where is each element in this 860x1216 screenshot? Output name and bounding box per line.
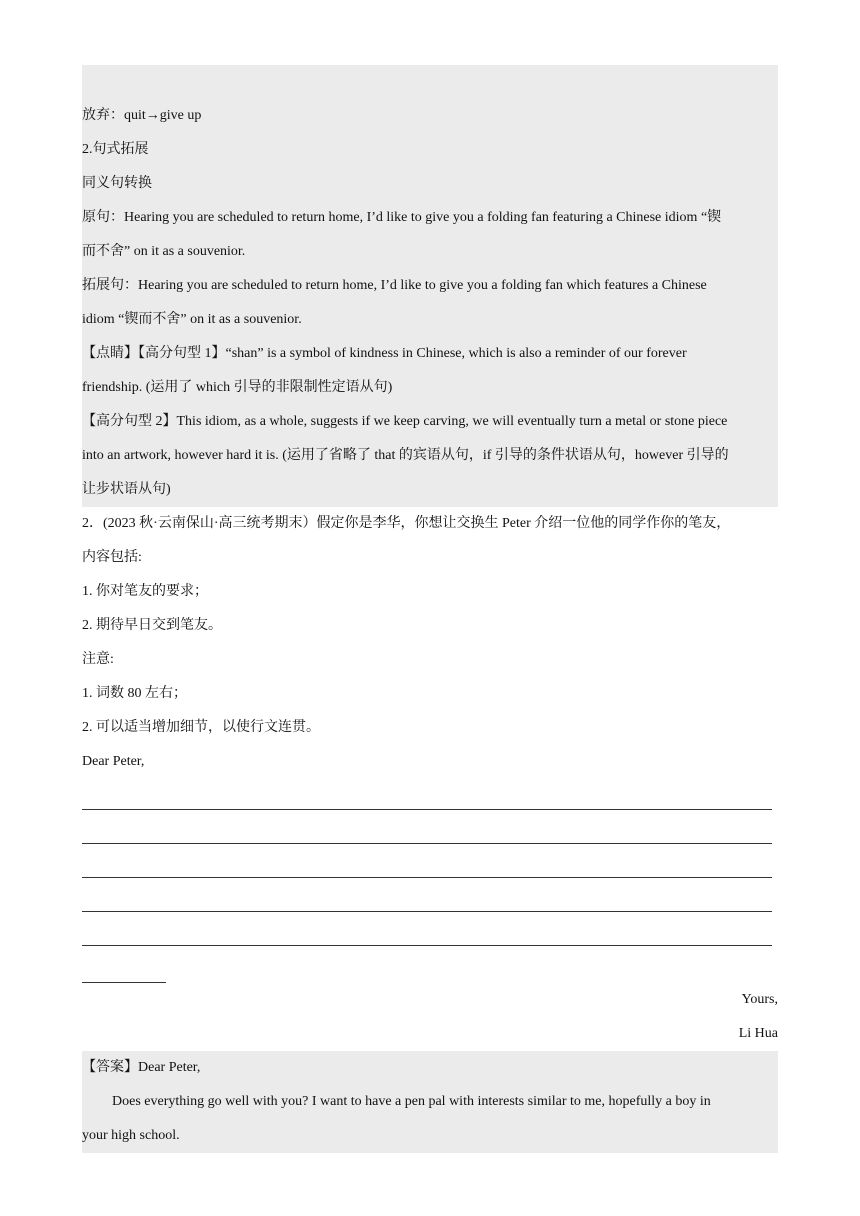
word-line: 放弃：quit→give up <box>82 108 202 123</box>
note-title: 注意: <box>82 652 114 667</box>
tip1-line-2: friendship. (运用了 which 引导的非限制性定语从句) <box>82 380 393 395</box>
writing-line[interactable] <box>82 881 778 915</box>
question-prompt-line-2: 内容包括: <box>82 550 142 565</box>
tip2-line-1: 【高分句型 2】This idiom, as a whole, suggests if we keep carving, we will eventually turn a metal or stone piece <box>82 414 728 429</box>
tip2-line-2: into an artwork, however hard it is. (运用了省略了 that 的宾语从句，if 引导的条件状语从句，however 引导的 <box>82 448 729 463</box>
document-page <box>82 65 778 1153</box>
answer-label-line: 【答案】Dear Peter, <box>82 1060 201 1075</box>
original-sentence-line-1: 原句：Hearing you are scheduled to return home, I’d like to give you a folding fan featuring a Chinese idiom “锲 <box>82 210 722 225</box>
question-prompt-line-1: 2．(2023 秋·云南保山·高三统考期末）假定你是李华，你想让交换生 Peter 介绍一位他的同学作你的笔友， <box>82 516 731 531</box>
signature: Li Hua <box>738 1026 778 1041</box>
tip2-line-3: 让步状语从句) <box>82 482 171 497</box>
expanded-sentence-line-1: 拓展句：Hearing you are scheduled to return home, I’d like to give you a folding fan which features a Chinese <box>82 278 707 293</box>
question-section <box>82 507 778 1051</box>
answer-paragraph-line-2: your high school. <box>82 1128 180 1143</box>
salutation: Dear Peter, <box>82 754 145 769</box>
expanded-sentence-line-2: idiom “锲而不舍” on it as a souvenior. <box>82 312 302 327</box>
section-subheading: 同义句转换 <box>82 176 152 191</box>
answer-paragraph-line-1: Does everything go well with you? I want to have a pen pal with interests similar to me, hopefully a boy in <box>112 1094 711 1109</box>
note-1: 1. 词数 80 左右； <box>82 686 187 701</box>
blank-line <box>82 65 778 99</box>
writing-line[interactable] <box>82 813 778 847</box>
writing-line[interactable] <box>82 847 778 881</box>
note-2: 2. 可以适当增加细节，以使行文连贯。 <box>82 720 320 735</box>
tip1-line-1: 【点睛】【高分句型 1】“shan” is a symbol of kindness in Chinese, which is also a reminder of our forever <box>82 346 687 361</box>
expansion-section <box>82 65 778 507</box>
answer-section <box>82 1051 778 1153</box>
closing: Yours, <box>741 992 778 1007</box>
requirement-2: 2. 期待早日交到笔友。 <box>82 618 222 633</box>
requirement-1: 1. 你对笔友的要求； <box>82 584 208 599</box>
section-heading: 2.句式拓展 <box>82 142 149 157</box>
writing-line[interactable] <box>82 779 778 813</box>
original-sentence-line-2: 而不舍” on it as a souvenior. <box>82 244 246 259</box>
writing-line[interactable] <box>82 915 778 949</box>
writing-line-short[interactable] <box>82 949 778 983</box>
